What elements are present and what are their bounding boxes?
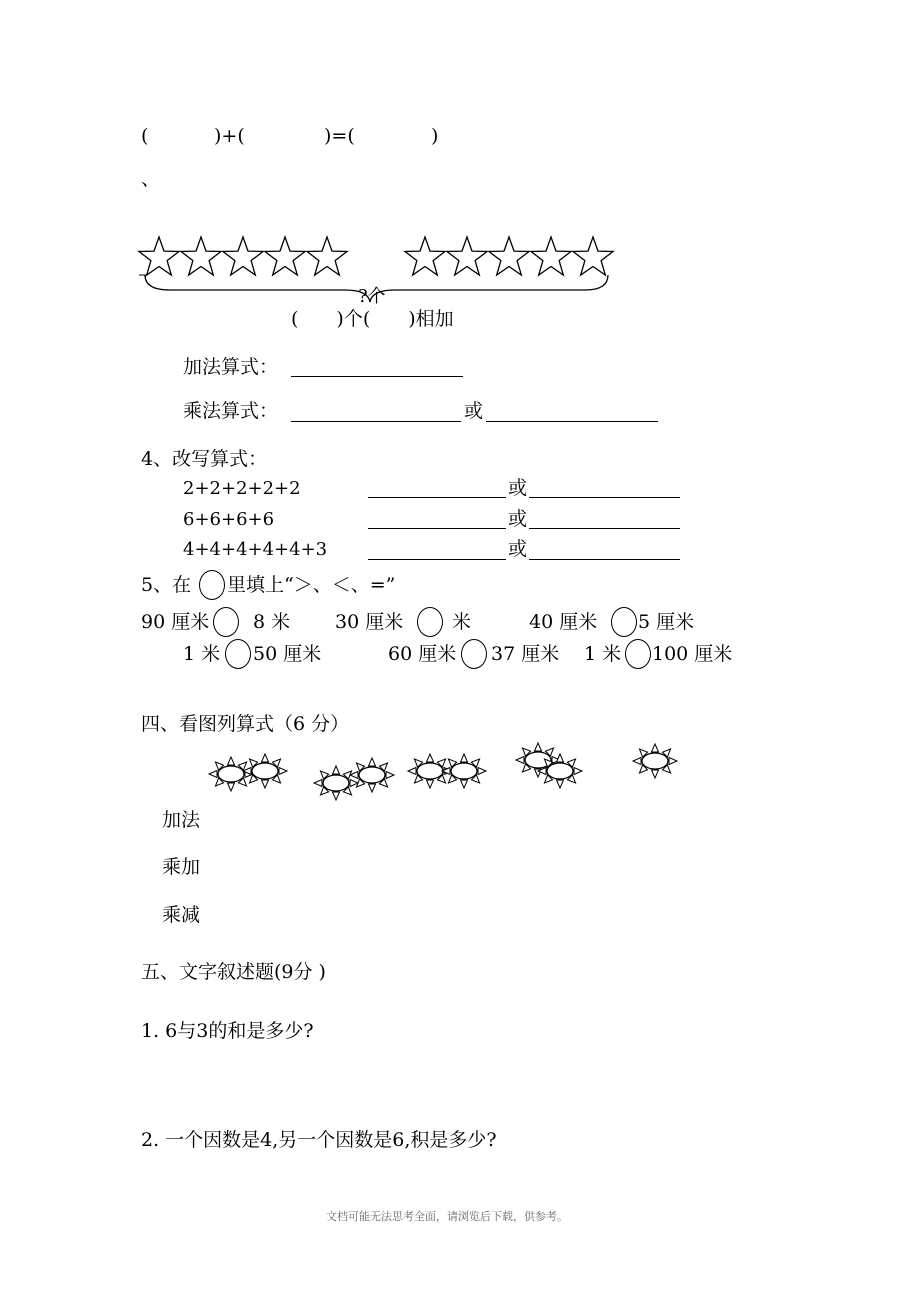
enumeration-comma: 、 xyxy=(141,168,161,190)
eq-paren-1: ( xyxy=(141,125,149,147)
q4-blank-2b[interactable] xyxy=(529,528,680,529)
q4-blank-1a[interactable] xyxy=(368,497,506,498)
q5-r1-right-3: 5 厘米 xyxy=(638,611,695,633)
sun-icon xyxy=(243,754,287,788)
q5-compare-circle[interactable] xyxy=(417,607,443,637)
sun-figure xyxy=(209,743,677,800)
q5-title-circle xyxy=(199,570,225,600)
multiplication-answer-line-1[interactable] xyxy=(291,421,461,422)
sun-icon xyxy=(538,754,582,788)
q5-r2-left-1: 1 米 xyxy=(183,643,221,665)
star-icon xyxy=(447,237,487,275)
q5-compare-circle[interactable] xyxy=(225,639,251,669)
addition-answer-line[interactable] xyxy=(291,376,463,377)
section4-title: 四、看图列算式（6 分） xyxy=(141,713,350,735)
sun-icon xyxy=(314,766,358,800)
q4-or-1: 或 xyxy=(508,477,528,499)
q4-blank-3a[interactable] xyxy=(368,559,506,560)
section5-title: 五、文字叙述题(9分 ) xyxy=(141,961,326,983)
q5-r2-right-1: 50 厘米 xyxy=(253,643,322,665)
q5-r1-left-3: 40 厘米 xyxy=(529,611,598,633)
q5-r2-right-2: 37 厘米 xyxy=(491,643,560,665)
q5-r2-left-3: 1 米 xyxy=(584,643,622,665)
multiplication-label: 乘法算式： xyxy=(183,400,279,422)
footer-note: 文档可能无法思考全面，请浏览后下载，供参考。 xyxy=(326,1210,568,1223)
star-icon xyxy=(223,237,263,275)
star-icon xyxy=(573,237,613,275)
star-icon xyxy=(265,237,305,275)
q4-expr-1: 2+2+2+2+2 xyxy=(183,478,301,499)
q5-r1-right-1: 8 米 xyxy=(253,611,291,633)
multiplication-answer-line-2[interactable] xyxy=(486,421,658,422)
q4-or-2: 或 xyxy=(508,508,528,530)
stars-blank-line: ( )个( )相加 xyxy=(291,308,454,330)
or-text: 或 xyxy=(464,400,484,422)
q5-r2-right-3: 100 厘米 xyxy=(652,643,733,665)
star-icon xyxy=(531,237,571,275)
q5-compare-circle[interactable] xyxy=(625,639,651,669)
q5-r1-left-1: 90 厘米 xyxy=(141,611,210,633)
q5-r2-left-2: 60 厘米 xyxy=(388,643,457,665)
star-icon xyxy=(307,237,347,275)
eq-paren-4: ) xyxy=(431,125,439,147)
star-figure xyxy=(139,237,613,275)
sec4-add-label: 加法 xyxy=(162,809,201,831)
sun-icon xyxy=(633,744,677,778)
q4-or-3: 或 xyxy=(508,538,528,560)
q5-title-a: 5、在 xyxy=(141,574,192,596)
sec5-question-2: 2. 一个因数是4,另一个因数是6,积是多少? xyxy=(141,1129,497,1151)
addition-label: 加法算式： xyxy=(183,356,279,378)
stars-question: ?个 xyxy=(358,286,386,307)
eq-paren-2: )+( xyxy=(214,125,245,147)
q5-r1-left-2: 30 厘米 xyxy=(335,611,404,633)
q5-r1-right-2: 米 xyxy=(452,611,472,633)
sec4-mulsub-label: 乘减 xyxy=(162,904,201,926)
sun-icon xyxy=(350,758,394,792)
q5-compare-circle[interactable] xyxy=(461,639,487,669)
q4-expr-3: 4+4+4+4+4+3 xyxy=(183,539,328,560)
star-icon xyxy=(139,237,179,275)
q5-title-b: 里填上“＞、＜、=” xyxy=(227,574,396,596)
sun-icon xyxy=(209,757,253,791)
sec4-muladd-label: 乘加 xyxy=(162,856,201,878)
q4-title: 4、改写算式： xyxy=(141,448,268,470)
q4-expr-2: 6+6+6+6 xyxy=(183,509,275,530)
eq-paren-3: )=( xyxy=(324,125,355,147)
q4-blank-3b[interactable] xyxy=(529,559,680,560)
q4-blank-2a[interactable] xyxy=(368,528,506,529)
q4-blank-1b[interactable] xyxy=(529,497,680,498)
star-icon xyxy=(489,237,529,275)
sun-icon xyxy=(442,754,486,788)
q5-compare-circle[interactable] xyxy=(611,607,637,637)
star-icon xyxy=(405,237,445,275)
q5-compare-circle[interactable] xyxy=(213,607,239,637)
sec5-question-1: 1. 6与3的和是多少? xyxy=(141,1020,314,1042)
star-icon xyxy=(181,237,221,275)
